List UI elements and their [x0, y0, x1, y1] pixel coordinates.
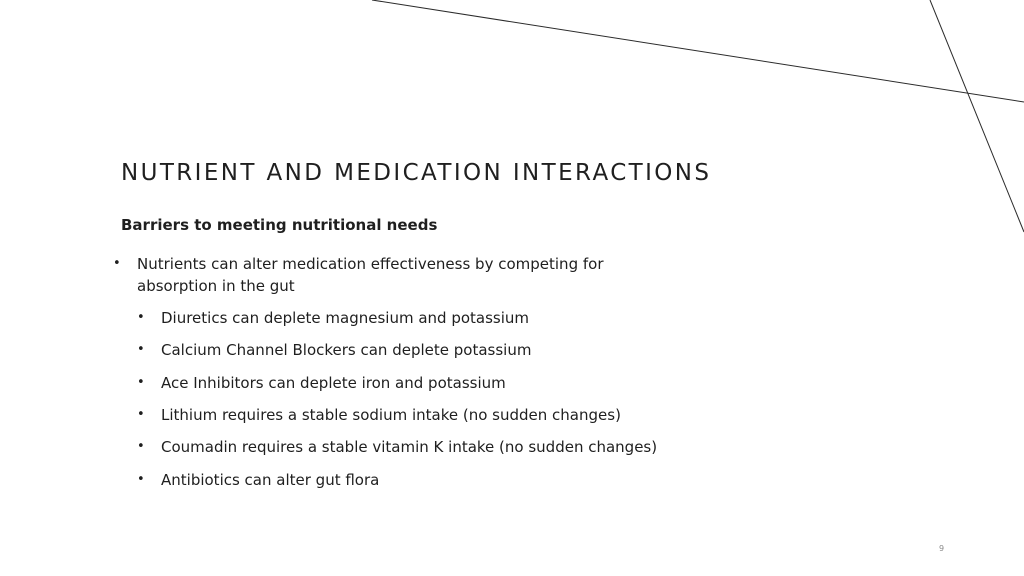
- bullet-dot: •: [137, 439, 145, 454]
- bullet-dot: •: [137, 310, 145, 325]
- bullet-dot: •: [137, 407, 145, 422]
- sub-bullet: [137, 372, 506, 394]
- sub-bullet: [137, 469, 380, 491]
- main-bullet-text: Nutrients can alter medication effectiveness by competing for absorption in the gut: [137, 255, 604, 295]
- sub-bullet: [137, 436, 658, 458]
- page-number: 9: [939, 544, 945, 553]
- sub-bullet: [137, 307, 530, 329]
- sub-bullet-text: Ace Inhibitors can deplete iron and potassium: [161, 374, 506, 392]
- sub-bullet-text: Coumadin requires a stable vitamin K intake (no sudden changes): [161, 438, 658, 456]
- bullet-dot: •: [137, 375, 145, 390]
- slide-title: NUTRIENT AND MEDICATION INTERACTIONS: [121, 160, 712, 186]
- bullet-dot: •: [137, 472, 145, 487]
- slide-subtitle: Barriers to meeting nutritional needs: [121, 216, 438, 234]
- sub-bullet-text: Lithium requires a stable sodium intake (no sudden changes): [161, 406, 621, 424]
- sub-bullet: [137, 404, 621, 426]
- decorative-line-horizontal: [372, 0, 1024, 102]
- bullet-dot: •: [137, 342, 145, 357]
- decorative-line-diagonal: [930, 0, 1024, 232]
- bullet-dot: •: [113, 256, 121, 271]
- sub-bullet-text: Antibiotics can alter gut flora: [161, 471, 380, 489]
- sub-bullet-text: Diuretics can deplete magnesium and potassium: [161, 309, 530, 327]
- sub-bullet: [137, 339, 532, 361]
- sub-bullet-text: Calcium Channel Blockers can deplete potassium: [161, 341, 532, 359]
- main-bullet: [113, 253, 677, 297]
